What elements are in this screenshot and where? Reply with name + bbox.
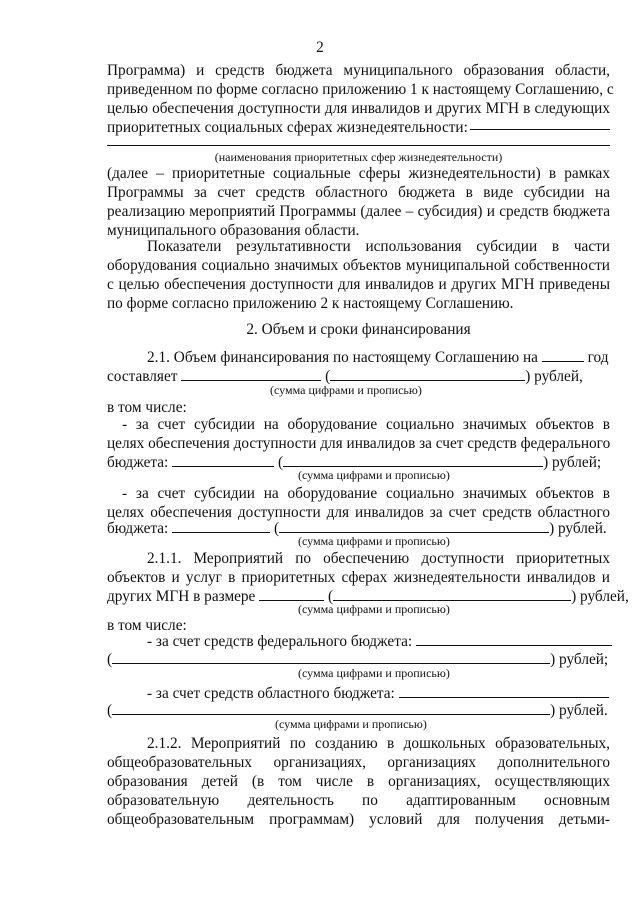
s211-amount-label: других МГН в размере <box>107 588 256 605</box>
paren-open: ( <box>277 454 284 471</box>
obl-words-field[interactable] <box>279 519 549 533</box>
fed-words-field[interactable] <box>283 453 543 467</box>
page-number: 2 <box>316 39 324 56</box>
p1-line-4 <box>107 118 610 137</box>
s211-fed-words-field[interactable] <box>112 650 550 664</box>
s21-line-1-text: 2.1. Объем финансирования по настоящему Соглашению на <box>147 349 538 366</box>
s211-obl-words-field[interactable] <box>112 701 550 715</box>
p2-line-4: муниципального образования области. <box>107 222 360 239</box>
s211-incl: в том числе: <box>107 617 187 634</box>
p2-line-3: реализацию мероприятий Программы (далее – субсидия) и средств бюджета <box>107 203 610 220</box>
fed-budget-label: бюджета: <box>107 454 169 471</box>
s21-line-2-text: составляет <box>107 368 178 385</box>
caption-obl: (сумма цифрами и прописью) <box>298 534 450 548</box>
obl-budget-label: бюджета: <box>107 520 169 537</box>
s21-line-1 <box>147 348 610 367</box>
paren-open: ( <box>328 588 334 605</box>
spheres-blank-2 <box>107 145 610 146</box>
s212-line-2: общеобразовательных организациях, организациях дополнительного <box>107 754 610 771</box>
rubles-label: ) рублей; <box>550 651 609 668</box>
paren-open: ( <box>325 368 331 385</box>
rubles-label: ) рублей, <box>525 368 583 385</box>
rubles-label: ) рублей; <box>543 454 602 471</box>
p3-line-1: Показатели результативности использования субсидии в части <box>147 238 610 255</box>
obl-line-2: целях обеспечения доступности для инвалидов за счет средств областного <box>107 504 610 521</box>
paren-open: ( <box>273 520 280 537</box>
spheres-blank-1 <box>470 129 610 130</box>
s211-digits-field[interactable] <box>259 587 324 601</box>
caption-s211: (сумма цифрами и прописью) <box>298 602 450 616</box>
total-digits-field[interactable] <box>181 367 321 381</box>
p1-line-3: целью обеспечения доступности для инвалидов и других МГН в следующих <box>107 100 610 117</box>
year-field[interactable] <box>542 348 584 362</box>
fed-line-2: целях обеспечения доступности для инвалидов за счет средств федерального <box>107 435 611 452</box>
p1-line-4-text: приоритетных социальных сферах жизнедеятельности: <box>107 119 468 136</box>
s212-line-1: 2.1.2. Мероприятий по созданию в дошкольных образовательных, <box>147 735 610 752</box>
p1-line-2: приведенном по форме согласно приложению 1 к настоящему Соглашению, с <box>107 81 614 98</box>
obl-line-1: - за счет субсидии на оборудование социально значимых объектов в <box>122 485 610 502</box>
s211-obl-label: - за счет средств областного бюджета: <box>147 685 395 702</box>
caption-fed: (сумма цифрами и прописью) <box>298 468 450 482</box>
p1-line-1: Программа) и средств бюджета муниципального образования области, <box>107 62 610 79</box>
rubles-label: ) рублей, <box>571 588 629 605</box>
s212-line-3: образования детей (в том числе в организациях, осуществляющих <box>107 773 610 790</box>
obl-digits-field[interactable] <box>172 519 270 533</box>
p2-line-2: Программы за счет средств областного бюджета в виде субсидии на <box>107 184 610 201</box>
fed-digits-field[interactable] <box>172 453 274 467</box>
s211-obl-digits-field[interactable] <box>399 684 609 698</box>
fed-line-1: - за счет субсидии на оборудование социально значимых объектов в <box>122 416 610 433</box>
year-label: год <box>587 349 609 366</box>
caption-s211-fed: (сумма цифрами и прописью) <box>298 666 450 680</box>
caption-s211-obl: (сумма цифрами и прописью) <box>275 717 427 731</box>
s211-fed-label: - за счет средств федерального бюджета: <box>147 633 413 650</box>
s211-words-field[interactable] <box>333 587 571 601</box>
s211-fed-digits-field[interactable] <box>416 632 612 646</box>
paren-open: ( <box>107 651 113 668</box>
section-heading: 2. Объем и сроки финансирования <box>246 321 471 338</box>
s212-line-5: общеобразовательным программам) условий для получения детьми- <box>107 811 610 828</box>
caption-total: (сумма цифрами и прописью) <box>270 383 422 397</box>
paren-open: ( <box>107 702 113 719</box>
s211-fed-line <box>147 632 610 651</box>
caption-spheres: (наименования приоритетных сфер жизнедеятельности) <box>214 150 503 164</box>
total-words-field[interactable] <box>330 367 525 381</box>
rubles-label: ) рублей. <box>550 702 608 719</box>
s211-line-2: объектов и услуг в приоритетных сферах жизнедеятельности инвалидов и <box>107 569 610 586</box>
p2-line-1: (далее – приоритетные социальные сферы жизнедеятельности) в рамках <box>107 165 610 182</box>
p3-line-4: по форме согласно приложению 2 к настоящему Соглашению. <box>107 295 514 312</box>
s211-line-1: 2.1.1. Мероприятий по обеспечению доступности приоритетных <box>147 550 610 567</box>
p3-line-2: оборудования социально значимых объектов муниципальной собственности <box>107 257 610 274</box>
rubles-label: ) рублей. <box>549 520 607 537</box>
p3-line-3: с целью обеспечения доступности для инвалидов и других МГН приведены <box>107 276 610 293</box>
s212-line-4: образовательную деятельность по адаптированным основным <box>107 792 610 809</box>
s21-incl: в том числе: <box>107 399 187 416</box>
